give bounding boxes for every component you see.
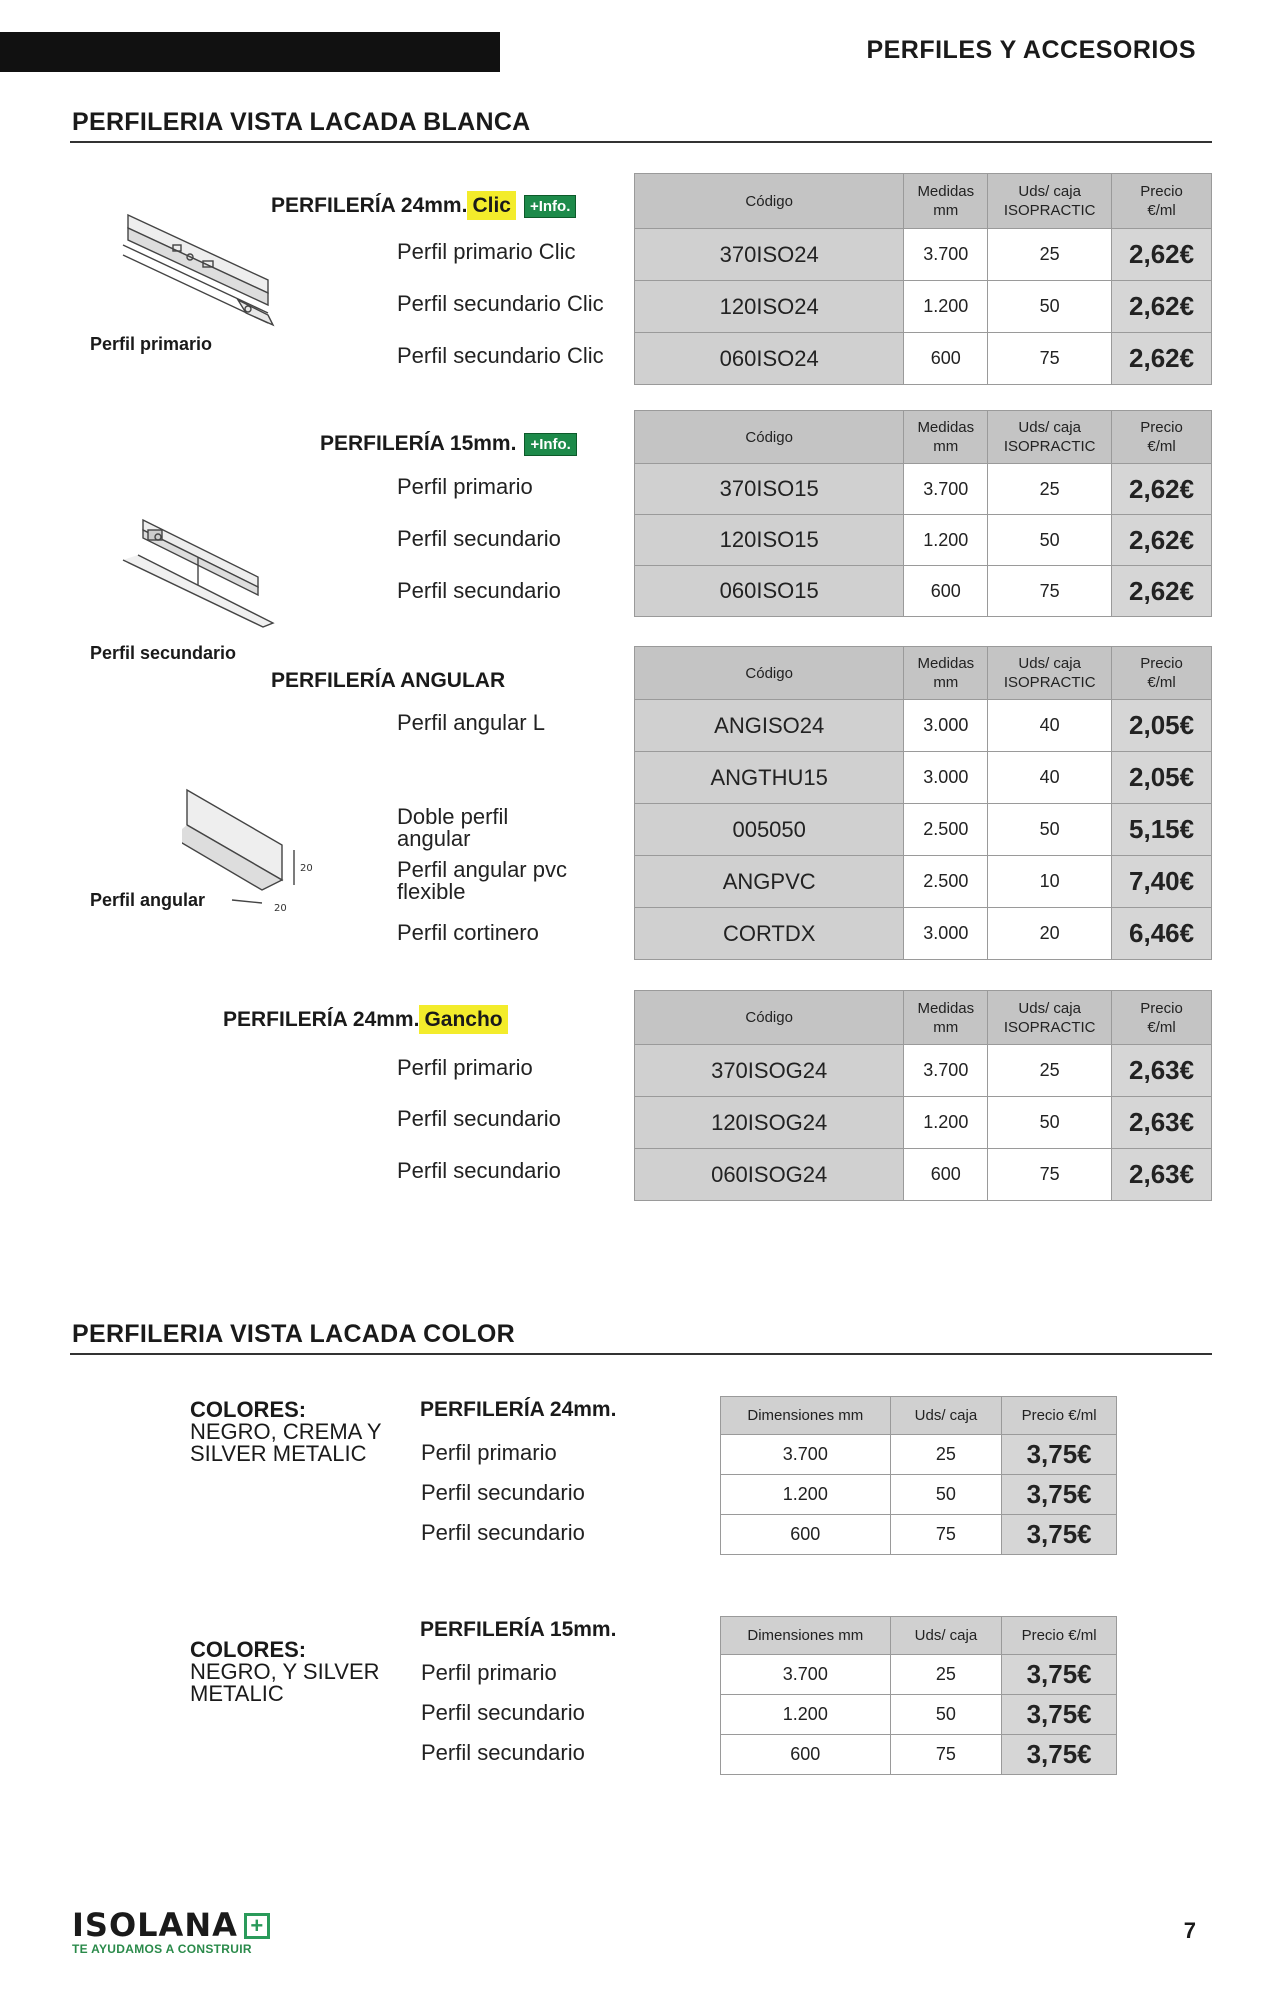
- section-title-lacada-color: PERFILERIA VISTA LACADA COLOR: [72, 1320, 515, 1348]
- price-cell: 5,15€: [1112, 804, 1212, 856]
- uds-cell: 50: [988, 804, 1112, 856]
- header-dimensiones: Dimensiones mm: [721, 1397, 891, 1435]
- info-badge-button[interactable]: +Info.: [524, 433, 576, 456]
- price-cell: 7,40€: [1112, 856, 1212, 908]
- section-divider: [70, 1353, 1212, 1355]
- medidas-cell: 3.000: [904, 752, 988, 804]
- svg-text:20: 20: [274, 903, 287, 914]
- group-title-main: PERFILERÍA 24mm.: [223, 1008, 420, 1031]
- table-header-row: [721, 1397, 1117, 1435]
- price-table-24mm-clic: [634, 173, 1212, 385]
- header-medidas: Medidas mm: [904, 174, 988, 229]
- price-cell: 2,62€: [1112, 515, 1212, 566]
- header-precio: Precio €/ml: [1112, 991, 1212, 1045]
- medidas-cell: 600: [904, 333, 988, 385]
- header-codigo: Código: [635, 174, 904, 229]
- price-cell: 3,75€: [1002, 1515, 1117, 1555]
- code-cell: 370ISO24: [635, 229, 904, 281]
- uds-cell: 50: [890, 1695, 1002, 1735]
- price-cell: 3,75€: [1002, 1435, 1117, 1475]
- caption-perfil-angular: Perfil angular: [90, 890, 206, 910]
- row-label-doble-perfil: Doble perfil angular: [397, 804, 509, 851]
- uds-cell: 75: [890, 1515, 1002, 1555]
- row-label: Perfil secundario: [397, 1158, 561, 1183]
- price-table-15mm: [634, 410, 1212, 617]
- table-row: [635, 1149, 1212, 1201]
- table-row: [721, 1475, 1117, 1515]
- code-cell: 060ISO15: [635, 566, 904, 617]
- dim-cell: 3.700: [721, 1435, 891, 1475]
- uds-cell: 50: [890, 1475, 1002, 1515]
- page-number: 7: [1183, 1918, 1196, 1943]
- table-row: [635, 700, 1212, 752]
- perfil-primario-image: [118, 205, 278, 340]
- header-uds: Uds/ caja: [890, 1397, 1002, 1435]
- table-row: [635, 908, 1212, 960]
- group-title-24mm-gancho: [223, 1008, 508, 1032]
- dim-cell: 600: [721, 1515, 891, 1555]
- row-label-angular-pvc: Perfil angular pvc flexible: [397, 857, 567, 904]
- price-cell: 3,75€: [1002, 1735, 1117, 1775]
- medidas-cell: 3.000: [904, 700, 988, 752]
- row-label: Perfil secundario: [421, 1700, 585, 1725]
- price-cell: 2,05€: [1112, 700, 1212, 752]
- price-table-angular: [634, 646, 1212, 960]
- row-label: Perfil secundario: [421, 1740, 585, 1765]
- row-label: Perfil primario Clic: [397, 239, 576, 264]
- header-precio: Precio €/ml: [1002, 1617, 1117, 1655]
- dim-cell: 3.700: [721, 1655, 891, 1695]
- code-cell: ANGISO24: [635, 700, 904, 752]
- medidas-cell: 1.200: [904, 515, 988, 566]
- code-cell: 060ISOG24: [635, 1149, 904, 1201]
- group-title-15mm: [320, 432, 577, 456]
- table-row: [635, 804, 1212, 856]
- price-table-24mm-gancho: [634, 990, 1212, 1201]
- group-title-angular: PERFILERÍA ANGULAR: [271, 669, 506, 692]
- code-cell: 120ISO15: [635, 515, 904, 566]
- perfil-secundario-image: [118, 515, 278, 640]
- color-price-table-15mm: [720, 1616, 1117, 1775]
- row-label: Perfil primario: [421, 1660, 557, 1685]
- table-row: [635, 566, 1212, 617]
- group-title-24mm-clic: [271, 194, 576, 218]
- header-codigo: Código: [635, 991, 904, 1045]
- group-title-highlight: Gancho: [419, 1005, 507, 1034]
- colores-block: COLORES: NEGRO, CREMA Y SILVER METALIC: [190, 1397, 382, 1466]
- medidas-cell: 3.700: [904, 464, 988, 515]
- header-uds: Uds/ caja ISOPRACTIC: [988, 647, 1112, 700]
- table-header-row: [635, 647, 1212, 700]
- code-cell: 120ISOG24: [635, 1097, 904, 1149]
- row-label: Perfil secundario: [397, 1106, 561, 1131]
- code-cell: 060ISO24: [635, 333, 904, 385]
- header-precio: Precio €/ml: [1112, 411, 1212, 464]
- medidas-cell: 3.700: [904, 1045, 988, 1097]
- color-price-table-24mm: [720, 1396, 1117, 1555]
- header-precio: Precio €/ml: [1112, 174, 1212, 229]
- logo-plus-icon: +: [244, 1913, 270, 1939]
- dim-cell: 1.200: [721, 1475, 891, 1515]
- header-codigo: Código: [635, 411, 904, 464]
- code-cell: CORTDX: [635, 908, 904, 960]
- uds-cell: 25: [988, 229, 1112, 281]
- svg-text:20: 20: [300, 863, 313, 874]
- caption-perfil-primario: Perfil primario: [90, 334, 213, 354]
- row-label: Perfil primario: [397, 1055, 533, 1080]
- uds-cell: 25: [988, 1045, 1112, 1097]
- price-cell: 3,75€: [1002, 1695, 1117, 1735]
- uds-cell: 75: [988, 1149, 1112, 1201]
- row-label: Perfil secundario: [421, 1520, 585, 1545]
- price-cell: 2,62€: [1112, 281, 1212, 333]
- price-cell: 2,05€: [1112, 752, 1212, 804]
- dim-cell: 600: [721, 1735, 891, 1775]
- header-uds: Uds/ caja ISOPRACTIC: [988, 991, 1112, 1045]
- table-header-row: [721, 1617, 1117, 1655]
- medidas-cell: 2.500: [904, 856, 988, 908]
- header-medidas: Medidas mm: [904, 647, 988, 700]
- uds-cell: 25: [890, 1655, 1002, 1695]
- row-label: Perfil cortinero: [397, 920, 539, 945]
- row-label: Perfil secundario: [397, 526, 561, 551]
- price-cell: 2,63€: [1112, 1149, 1212, 1201]
- medidas-cell: 600: [904, 566, 988, 617]
- header-codigo: Código: [635, 647, 904, 700]
- uds-cell: 10: [988, 856, 1112, 908]
- colores-title: COLORES:: [190, 1397, 307, 1422]
- price-cell: 2,63€: [1112, 1045, 1212, 1097]
- table-header-row: [635, 411, 1212, 464]
- info-badge-button[interactable]: +Info.: [524, 195, 576, 218]
- price-cell: 2,62€: [1112, 566, 1212, 617]
- price-cell: 2,62€: [1112, 464, 1212, 515]
- isolana-logo: [72, 1906, 270, 1956]
- row-label: Perfil secundario Clic: [397, 291, 604, 316]
- row-label: Perfil secundario Clic: [397, 343, 604, 368]
- uds-cell: 25: [988, 464, 1112, 515]
- uds-cell: 25: [890, 1435, 1002, 1475]
- table-row: [635, 515, 1212, 566]
- code-cell: 370ISO15: [635, 464, 904, 515]
- color-group-title: PERFILERÍA 24mm.: [420, 1398, 617, 1421]
- header-black-bar: [0, 32, 500, 72]
- header-medidas: Medidas mm: [904, 991, 988, 1045]
- header-precio: Precio €/ml: [1002, 1397, 1117, 1435]
- table-row: [635, 229, 1212, 281]
- price-cell: 6,46€: [1112, 908, 1212, 960]
- table-row: [635, 464, 1212, 515]
- table-row: [635, 752, 1212, 804]
- group-title-main: PERFILERÍA 24mm.: [271, 194, 468, 217]
- uds-cell: 50: [988, 1097, 1112, 1149]
- code-cell: ANGTHU15: [635, 752, 904, 804]
- table-row: [721, 1735, 1117, 1775]
- group-title-highlight: Clic: [467, 191, 516, 220]
- row-label: Perfil primario: [421, 1440, 557, 1465]
- section-title-lacada-blanca: PERFILERIA VISTA LACADA BLANCA: [72, 108, 531, 136]
- row-label: Perfil secundario: [397, 578, 561, 603]
- logo-text: ISOLANA: [72, 1906, 238, 1944]
- header-uds: Uds/ caja ISOPRACTIC: [988, 174, 1112, 229]
- uds-cell: 40: [988, 700, 1112, 752]
- price-cell: 3,75€: [1002, 1655, 1117, 1695]
- medidas-cell: 600: [904, 1149, 988, 1201]
- uds-cell: 75: [890, 1735, 1002, 1775]
- page-header-title: PERFILES Y ACCESORIOS: [866, 36, 1196, 64]
- price-cell: 2,62€: [1112, 229, 1212, 281]
- uds-cell: 40: [988, 752, 1112, 804]
- colores-block: COLORES: NEGRO, Y SILVER METALIC: [190, 1637, 380, 1706]
- code-cell: ANGPVC: [635, 856, 904, 908]
- table-header-row: [635, 174, 1212, 229]
- medidas-cell: 3.000: [904, 908, 988, 960]
- medidas-cell: 2.500: [904, 804, 988, 856]
- row-label: Perfil secundario: [421, 1480, 585, 1505]
- code-cell: 370ISOG24: [635, 1045, 904, 1097]
- table-row: [635, 333, 1212, 385]
- table-row: [635, 1097, 1212, 1149]
- colores-title: COLORES:: [190, 1637, 307, 1662]
- header-uds: Uds/ caja: [890, 1617, 1002, 1655]
- medidas-cell: 1.200: [904, 281, 988, 333]
- uds-cell: 50: [988, 515, 1112, 566]
- uds-cell: 20: [988, 908, 1112, 960]
- medidas-cell: 1.200: [904, 1097, 988, 1149]
- table-row: [635, 856, 1212, 908]
- price-cell: 2,62€: [1112, 333, 1212, 385]
- row-label: Perfil angular L: [397, 710, 545, 735]
- table-row: [721, 1655, 1117, 1695]
- section-divider: [70, 141, 1212, 143]
- header-precio: Precio €/ml: [1112, 647, 1212, 700]
- logo-tagline: TE AYUDAMOS A CONSTRUIR: [72, 1942, 252, 1956]
- uds-cell: 75: [988, 566, 1112, 617]
- dim-cell: 1.200: [721, 1695, 891, 1735]
- header-medidas: Medidas mm: [904, 411, 988, 464]
- color-group-title: PERFILERÍA 15mm.: [420, 1618, 617, 1641]
- code-cell: 005050: [635, 804, 904, 856]
- row-label: Perfil primario: [397, 474, 533, 499]
- table-row: [635, 1045, 1212, 1097]
- price-cell: 3,75€: [1002, 1475, 1117, 1515]
- table-row: [721, 1435, 1117, 1475]
- uds-cell: 50: [988, 281, 1112, 333]
- header-uds: Uds/ caja ISOPRACTIC: [988, 411, 1112, 464]
- group-title-main: PERFILERÍA 15mm.: [320, 432, 517, 455]
- medidas-cell: 3.700: [904, 229, 988, 281]
- code-cell: 120ISO24: [635, 281, 904, 333]
- table-row: [721, 1515, 1117, 1555]
- uds-cell: 75: [988, 333, 1112, 385]
- table-row: [721, 1695, 1117, 1735]
- price-cell: 2,63€: [1112, 1097, 1212, 1149]
- table-row: [635, 281, 1212, 333]
- caption-perfil-secundario: Perfil secundario: [90, 643, 237, 663]
- header-dimensiones: Dimensiones mm: [721, 1617, 891, 1655]
- table-header-row: [635, 991, 1212, 1045]
